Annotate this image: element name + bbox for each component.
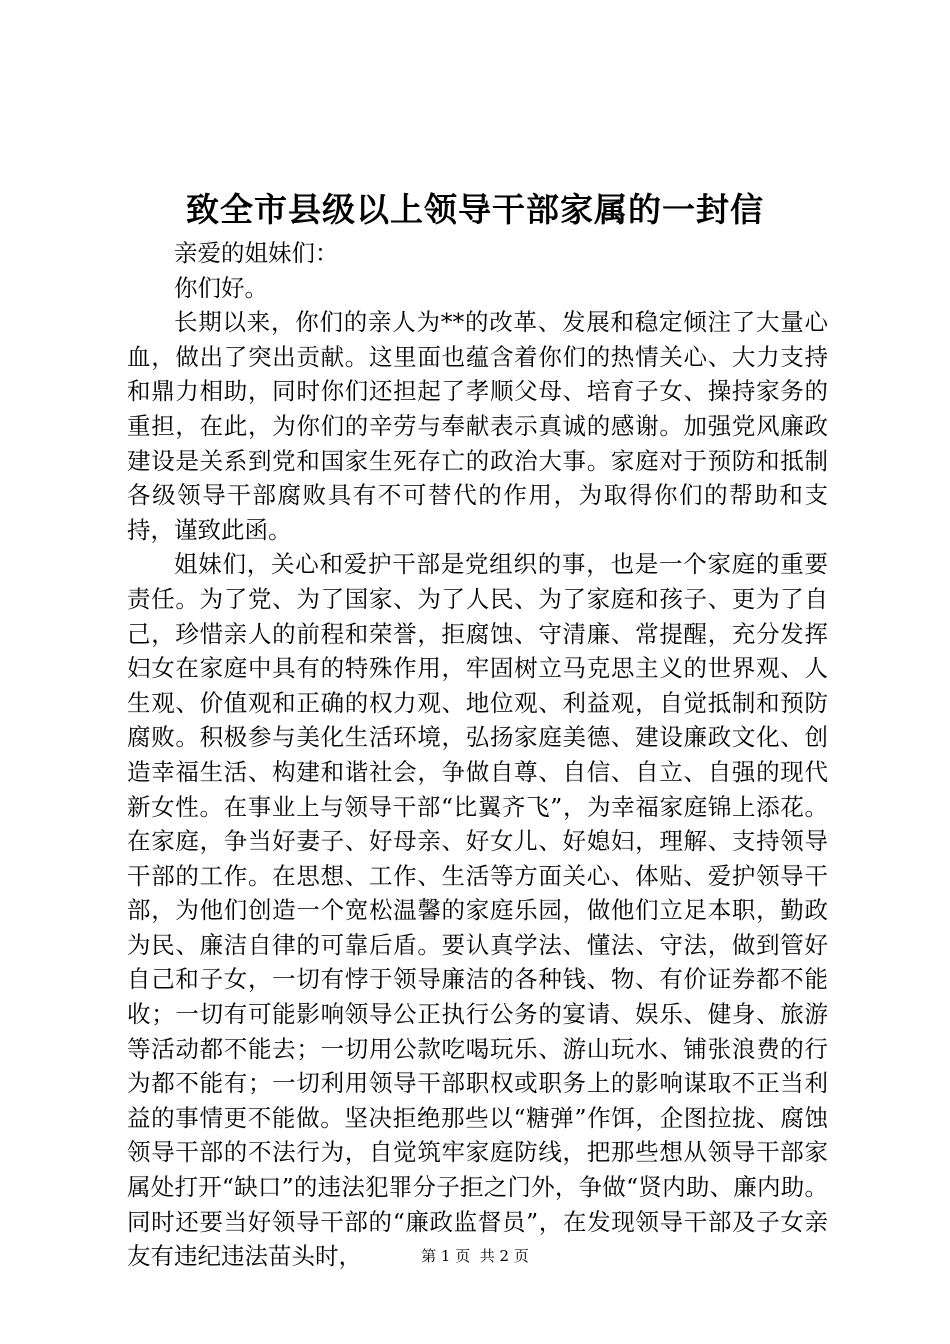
salutation: 亲爱的姐妹们：	[174, 239, 339, 267]
letter-body	[127, 236, 828, 1274]
document-title: 致全市县级以上领导干部家属的一封信	[186, 190, 764, 229]
paragraph-1: 长期以来，你们的亲人为**的改革、发展和稳定倾注了大量心血，做出了突出贡献。这里面也蕴含着你们的热情关心、大力支持和鼎力相助，同时你们还担起了孝顺父母、培育子女、操持家务的重担，在此，为你们的辛劳与奉献表示真诚的感谢。加强党风廉政建设是关系到党和国家生死存亡的政治大事。家庭对于预防和抵制各级领导干部腐败具有不可替代的作用，为取得你们的帮助和支持，谨致此函。	[127, 308, 828, 544]
page-number-footer: 第 1 页 共 2 页	[421, 1247, 529, 1265]
greeting: 你们好。	[174, 273, 268, 302]
paragraph-2: 姐妹们，关心和爱护干部是党组织的事，也是一个家庭的重要责任。为了党、为了国家、为了人民、为了家庭和孩子、更为了自己，珍惜亲人的前程和荣誉，拒腐蚀、守清廉、常提醒，充分发挥妇女在家庭中具有的特殊作用，牢固树立马克思主义的世界观、人生观、价值观和正确的权力观、地位观、利益观，自觉抵制和预防腐败。积极参与美化生活环境，弘扬家庭美德、建设廉政文化、创造幸福生活、构建和谐社会，争做自尊、自信、自立、自强的现代新女性。在事业上与领导干部“比翼齐飞”，为幸福家庭锦上添花。在家庭，争当好妻子、好母亲、好女儿、好媳妇，理解、支持领导干部的工作。在思想、工作、生活等方面关心、体贴、爱护领导干部，为他们创造一个宽松温馨的家庭乐园，做他们立足本职，勤政为民、廉洁自律的可靠后盾。要认真学法、懂法、守法，做到管好自己和子女，一切有悖于领导廉洁的各种钱、物、有价证券都不能收；一切有可能影响领导公正执行公务的宴请、娱乐、健身、旅游等活动都不能去；一切用公款吃喝玩乐、游山玩水、铺张浪费的行为都不能有；一切利用领导干部职权或职务上的影响谋取不正当利益的事情更不能做。坚决拒绝那些以“糖弹”作饵，企图拉拢、腐蚀领导干部的不法行为，自觉筑牢家庭防线，把那些想从领导干部家属处打开“缺口”的违法犯罪分子拒之门外，争做“贤内助、廉内助。同时还要当好领导干部的“廉政监督员”，在发现领导干部及子女亲友有违纪违法苗头时，	[127, 550, 828, 1271]
